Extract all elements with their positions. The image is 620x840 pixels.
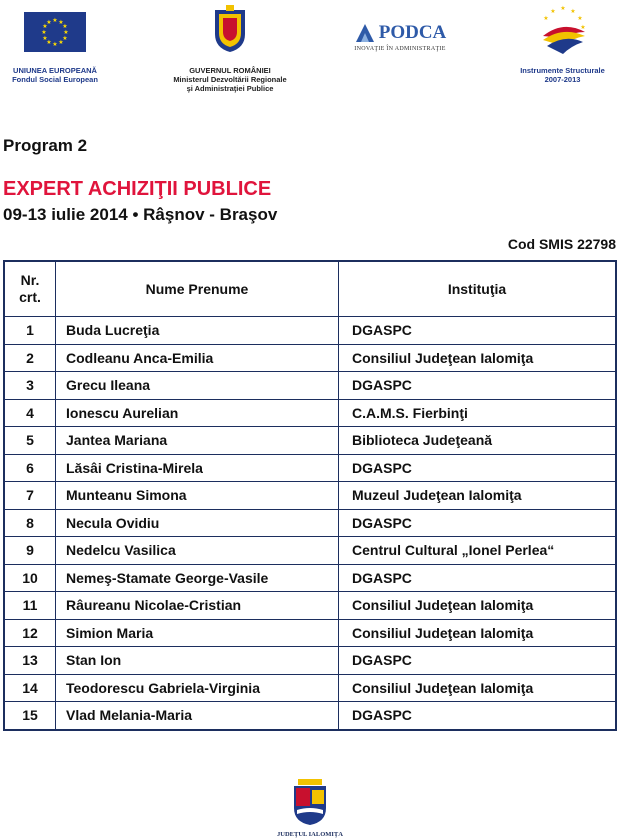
table-header-row	[4, 261, 616, 317]
table-row	[4, 564, 616, 592]
row-number-cell: 12	[4, 619, 56, 647]
gov-caption-1: GUVERNUL ROMÂNIEI	[189, 66, 271, 75]
table-row	[4, 317, 616, 345]
cod-smis: Cod SMIS 22798	[507, 236, 616, 252]
footer-caption: JUDEŢUL IALOMIŢA	[277, 831, 343, 838]
institution-cell: Muzeul Judeţean Ialomiţa	[339, 482, 617, 510]
program-label: Program 2	[3, 136, 88, 155]
row-number-cell: 11	[4, 592, 56, 620]
name-cell: Teodorescu Gabriela-Virginia	[56, 674, 339, 702]
is-caption-1: Instrumente Structurale	[520, 66, 605, 75]
name-cell: Stan Ion	[56, 647, 339, 675]
table-row	[4, 509, 616, 537]
structural-instruments-logo-icon	[533, 2, 593, 56]
institution-cell: C.A.M.S. Fierbinţi	[339, 399, 617, 427]
svg-text:★: ★	[63, 29, 69, 36]
table-row	[4, 592, 616, 620]
name-cell: Buda Lucreţia	[56, 317, 339, 345]
svg-text:★: ★	[42, 35, 48, 42]
course-title: EXPERT ACHIZIŢII PUBLICE	[3, 178, 272, 200]
table-row	[4, 427, 616, 455]
header-nr: Nr. crt.	[4, 261, 56, 317]
svg-text:★: ★	[46, 39, 52, 46]
svg-text:★: ★	[62, 35, 68, 42]
institution-cell: DGASPC	[339, 702, 617, 730]
svg-text:★: ★	[542, 15, 549, 22]
eu-caption-2: Fondul Social European	[12, 75, 98, 84]
gov-caption-2: Ministerul Dezvoltării Regionale	[173, 75, 287, 84]
institution-cell: DGASPC	[339, 372, 617, 400]
institution-cell: DGASPC	[339, 564, 617, 592]
name-cell: Simion Maria	[56, 619, 339, 647]
table-row	[4, 482, 616, 510]
header-institution: Instituţia	[339, 261, 617, 317]
name-cell: Ionescu Aurelian	[56, 399, 339, 427]
row-number-cell: 2	[4, 344, 56, 372]
name-cell: Vlad Melania-Maria	[56, 702, 339, 730]
institution-cell: DGASPC	[339, 647, 617, 675]
institution-cell: Consiliul Judeţean Ialomiţa	[339, 592, 617, 620]
svg-text:★: ★	[46, 19, 52, 26]
table-row	[4, 619, 616, 647]
svg-text:★: ★	[576, 15, 583, 22]
institution-cell: DGASPC	[339, 454, 617, 482]
name-cell: Jantea Mariana	[56, 427, 339, 455]
name-cell: Nemeş-Stamate George-Vasile	[56, 564, 339, 592]
institution-cell: Consiliul Judeţean Ialomiţa	[339, 674, 617, 702]
svg-text:★: ★	[58, 39, 64, 46]
svg-text:★: ★	[559, 5, 566, 12]
row-number-cell: 8	[4, 509, 56, 537]
table-row	[4, 372, 616, 400]
row-number-cell: 7	[4, 482, 56, 510]
svg-text:★: ★	[52, 41, 58, 48]
table-row	[4, 647, 616, 675]
row-number-cell: 3	[4, 372, 56, 400]
eu-caption-1: UNIUNEA EUROPEANĂ	[13, 66, 97, 75]
name-cell: Grecu Ileana	[56, 372, 339, 400]
ialomita-county-crest-icon	[292, 778, 328, 826]
row-number-cell: 10	[4, 564, 56, 592]
row-number-cell: 15	[4, 702, 56, 730]
svg-text:★: ★	[52, 17, 58, 24]
table-row	[4, 344, 616, 372]
row-number-cell: 5	[4, 427, 56, 455]
svg-text:★: ★	[579, 24, 586, 31]
name-cell: Munteanu Simona	[56, 482, 339, 510]
svg-text:★: ★	[569, 8, 576, 15]
romanian-coat-of-arms-icon	[211, 4, 249, 54]
gov-caption-3: şi Administraţiei Publice	[186, 84, 274, 93]
institution-cell: Biblioteca Judeţeană	[339, 427, 617, 455]
gov-logo	[160, 0, 300, 93]
name-cell: Codleanu Anca-Emilia	[56, 344, 339, 372]
table-row	[4, 454, 616, 482]
date-location: 09-13 iulie 2014 • Râşnov - Braşov	[3, 205, 278, 224]
table-row	[4, 674, 616, 702]
participants-table	[3, 260, 617, 731]
row-number-cell: 4	[4, 399, 56, 427]
footer-crest	[272, 778, 348, 838]
eu-logo	[0, 0, 110, 84]
svg-text:★: ★	[41, 29, 47, 36]
eu-flag-icon	[24, 12, 86, 52]
table-row	[4, 399, 616, 427]
podca-tagline: INOVAŢIE ÎN ADMINISTRAŢIE	[354, 46, 446, 52]
podca-logo	[335, 0, 465, 52]
row-number-cell: 9	[4, 537, 56, 565]
row-number-cell: 13	[4, 647, 56, 675]
svg-text:★: ★	[42, 23, 48, 30]
institution-cell: DGASPC	[339, 509, 617, 537]
instrumente-structurale-logo	[505, 0, 620, 84]
svg-text:★: ★	[58, 19, 64, 26]
row-number-cell: 14	[4, 674, 56, 702]
svg-text:★: ★	[549, 8, 556, 15]
podca-logo-icon	[354, 22, 376, 44]
name-cell: Râureanu Nicolae-Cristian	[56, 592, 339, 620]
institution-cell: DGASPC	[339, 317, 617, 345]
name-cell: Necula Ovidiu	[56, 509, 339, 537]
svg-text:★: ★	[62, 23, 68, 30]
institution-cell: Consiliul Judeţean Ialomiţa	[339, 619, 617, 647]
row-number-cell: 6	[4, 454, 56, 482]
table-row	[4, 537, 616, 565]
institution-cell: Consiliul Judeţean Ialomiţa	[339, 344, 617, 372]
header-name: Nume Prenume	[56, 261, 339, 317]
name-cell: Lăsâi Cristina-Mirela	[56, 454, 339, 482]
row-number-cell: 1	[4, 317, 56, 345]
podca-brand: PODCA	[378, 22, 447, 43]
institution-cell: Centrul Cultural „Ionel Perlea“	[339, 537, 617, 565]
table-row	[4, 702, 616, 730]
name-cell: Nedelcu Vasilica	[56, 537, 339, 565]
is-caption-2: 2007-2013	[544, 75, 581, 84]
